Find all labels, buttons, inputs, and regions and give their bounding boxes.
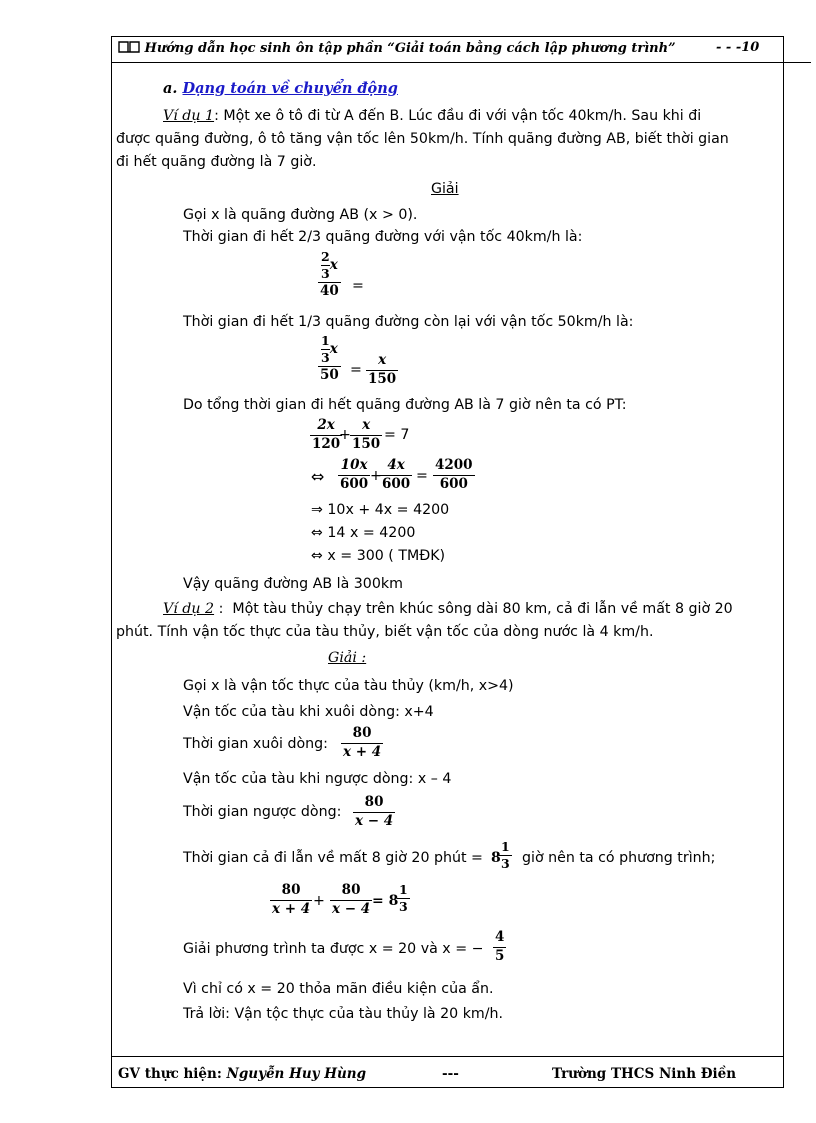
ex2-step1: Gọi x là vận tốc thực của tàu thủy (km/h, x>4): [183, 678, 514, 694]
ex1-eq4: ⇔ 14 x = 4200: [311, 525, 416, 541]
fraction-f1: $\frac{2}{3}$ x 40: [320, 249, 339, 299]
f1-equals: =: [352, 278, 364, 294]
ex1-eq5: ⇔ x = 300 ( TMĐK): [311, 548, 446, 564]
ex1-step1: Gọi x là quãng đường AB (x > 0).: [183, 207, 418, 223]
ex2-line2: phút. Tính vận tốc thực của tàu thủy, biết vận tốc của dòng nước là 4 km/h.: [116, 624, 654, 640]
footer-teacher: [118, 1066, 366, 1082]
eq-plus: +: [313, 893, 325, 909]
e1-frac-b: x 150: [352, 417, 381, 452]
section-heading: [163, 82, 398, 97]
ex2-step8: Vì chỉ có x = 20 thỏa mãn điều kiện của ẩn.: [183, 981, 494, 997]
e2-plus: +: [370, 468, 382, 484]
ex1-solution-title: Giải: [431, 181, 459, 197]
fraction-f4: 80 x − 4: [355, 794, 394, 829]
ex2-step2: Vận tốc của tàu khi xuôi dòng: x+4: [183, 704, 434, 720]
ex1-line3: đi hết quãng đường là 7 giờ.: [116, 154, 317, 170]
header-title: Hướng dẫn học sinh ôn tập phần “Giải toán bằng cách lập phương trình”: [144, 41, 676, 56]
eq-frac-a: 80 x + 4: [272, 882, 311, 917]
ex2-line1: Ví dụ 2 : Một tàu thủy chạy trên khúc sông dài 80 km, cả đi lẫn về mất 8 giờ 20: [163, 601, 733, 617]
e2-iff: ⇔: [311, 467, 325, 486]
ex1-line1: Ví dụ 1: Một xe ô tô đi từ A đến B. Lúc đầu đi với vận tốc 40km/h. Sau khi đi: [163, 108, 702, 124]
footer-separator: ---: [442, 1066, 459, 1082]
ex2-step7: Giải phương trình ta được x = 20 và x = −: [183, 941, 484, 957]
e1-frac-a: 2x 120: [312, 417, 341, 452]
ex2-step4: Vận tốc của tàu khi ngược dòng: x – 4: [183, 771, 452, 787]
ex2-step5: Thời gian ngược dòng:: [183, 804, 342, 820]
e2-frac-c: 4200 600: [435, 457, 473, 492]
ex1-step3: Thời gian đi hết 1/3 quãng đường còn lại với vận tốc 50km/h là:: [183, 314, 634, 330]
ex2-step3: Thời gian xuôi dòng:: [183, 736, 328, 752]
ex1-line2: được quãng đường, ô tô tăng vận tốc lên 50km/h. Tính quãng đường AB, biết thời gian: [116, 131, 729, 147]
e2-frac-a: 10x 600: [340, 457, 369, 492]
ex2-label: Ví dụ 2: [163, 601, 215, 617]
book-icon: [118, 40, 140, 53]
footer-school: Trường THCS Ninh Điền: [552, 1066, 737, 1082]
e2-equals: =: [416, 468, 428, 484]
footer-teacher-name: Nguyễn Huy Hùng: [226, 1066, 367, 1082]
footer-divider: [111, 1056, 784, 1057]
eq-equals: = 8: [372, 893, 399, 909]
e1-tail: = 7: [384, 427, 410, 443]
fraction-f2-right: x 150: [368, 352, 397, 387]
mixed-whole: 8: [491, 850, 501, 866]
footer-label: GV thực hiện:: [118, 1066, 222, 1082]
eq-frac-b: 80 x − 4: [332, 882, 371, 917]
e1-plus: +: [339, 427, 351, 443]
page-header: [118, 40, 676, 56]
ex2-step6b: giờ nên ta có phương trình;: [522, 850, 716, 866]
ex2-step9: Trả lời: Vận tộc thực của tàu thủy là 20 km/h.: [183, 1006, 504, 1022]
ex1-conclusion: Vậy quãng đường AB là 300km: [183, 576, 403, 592]
ex1-eq3: ⇒ 10x + 4x = 4200: [311, 502, 450, 518]
e2-frac-b: 4x 600: [382, 457, 411, 492]
mixed-frac: 1 3: [501, 839, 510, 872]
ex1-step2: Thời gian đi hết 2/3 quãng đường với vận tốc 40km/h là:: [183, 229, 583, 245]
ex1-step4: Do tổng thời gian đi hết quãng đường AB là 7 giờ nên ta có PT:: [183, 397, 627, 413]
page-number: - - -10: [716, 40, 760, 55]
section-letter: a.: [163, 80, 178, 97]
eq-mixed-frac: 1 3: [399, 882, 408, 915]
header-divider: [111, 62, 811, 63]
ex1-label: Ví dụ 1: [163, 108, 215, 124]
ex2-step6: Thời gian cả đi lẫn về mất 8 giờ 20 phút =: [183, 850, 483, 866]
fraction-f3: 80 x + 4: [343, 725, 382, 760]
fraction-f5: 4 5: [495, 929, 505, 964]
ex2-solution-title: Giải :: [328, 650, 367, 666]
fraction-f2-left: $\frac{1}{3}$ x 50: [320, 333, 339, 383]
f2-equals: =: [350, 362, 362, 378]
section-title[interactable]: Dạng toán về chuyển động: [182, 80, 398, 97]
